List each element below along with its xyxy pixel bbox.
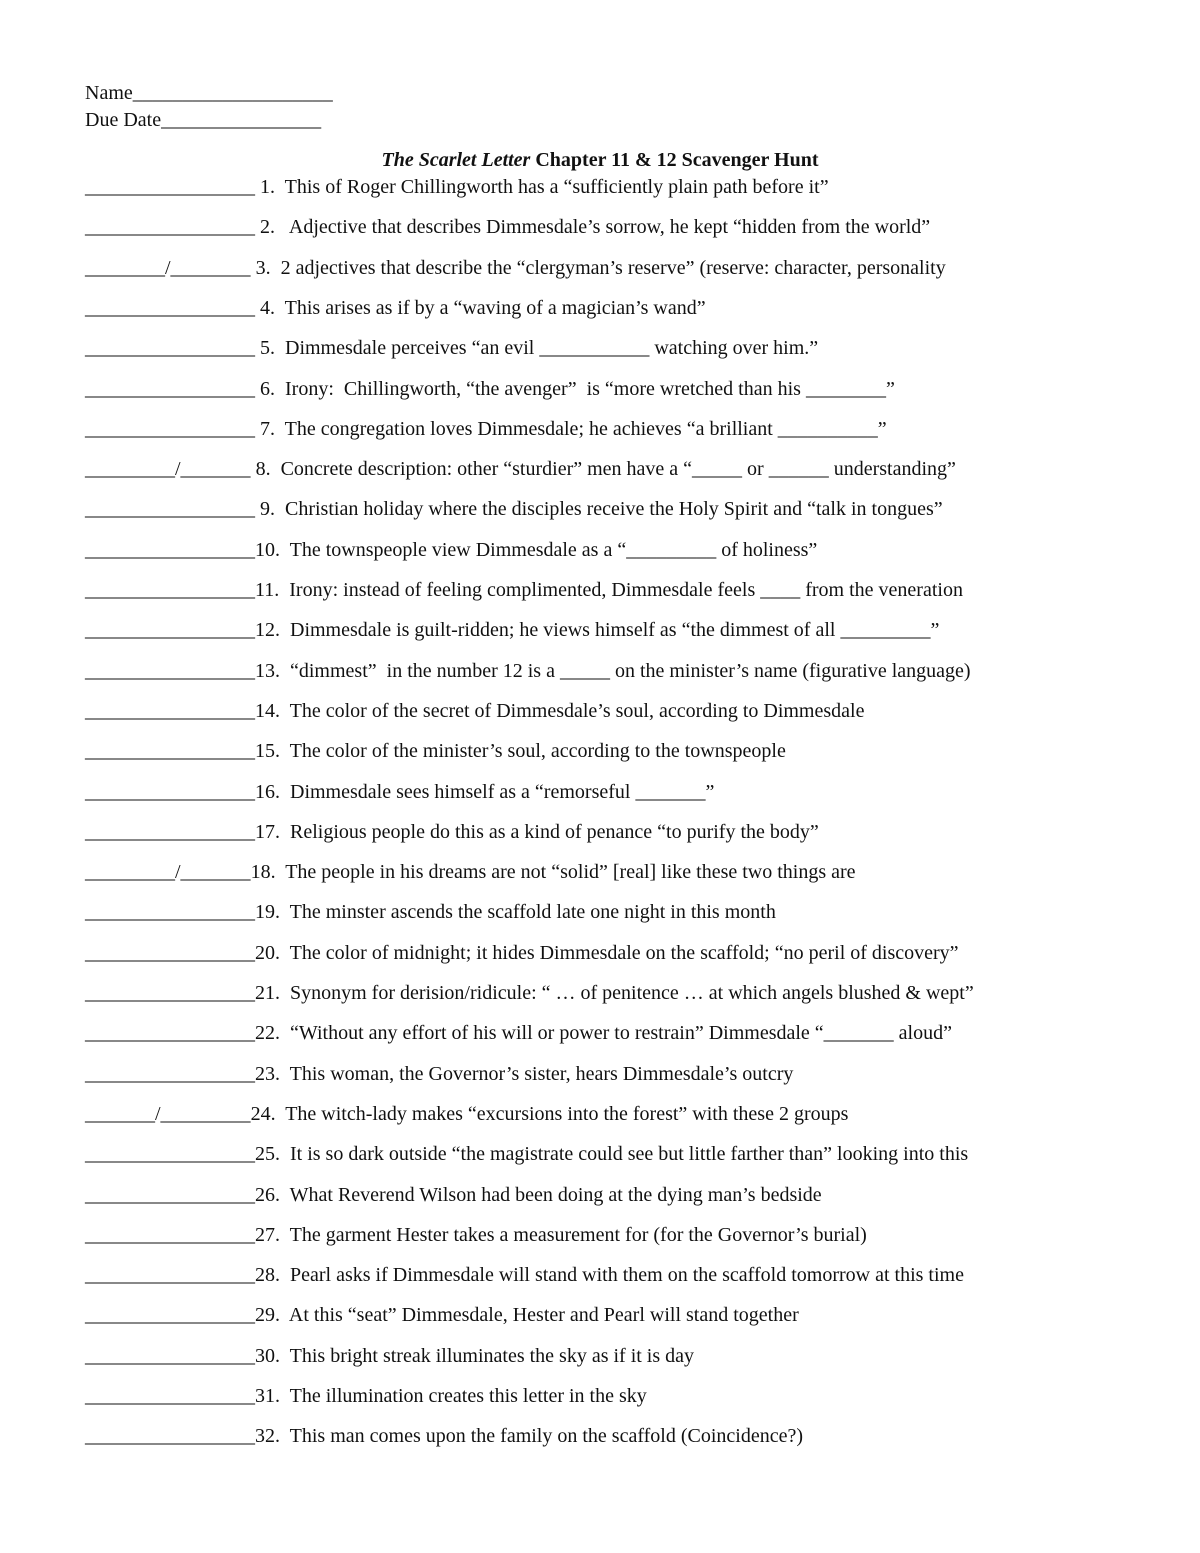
question-number: 32. (255, 1425, 280, 1448)
title-book-name: The Scarlet Letter (381, 149, 531, 171)
question-number: 21. (255, 982, 280, 1004)
page-title (85, 146, 965, 174)
question-number: 30. (255, 1344, 280, 1367)
question-number: 14. (255, 699, 280, 722)
answer-blank[interactable]: _________________ (85, 538, 255, 561)
question-text: Religious people do this as a kind of penance “to purify the body” (280, 820, 819, 843)
question-number: 28. (255, 1264, 280, 1287)
question-number: 2. (260, 216, 275, 239)
question-row (85, 938, 959, 968)
question-text: The garment Hester takes a measurement for (for the Governor’s burial) (280, 1223, 867, 1246)
question-row (85, 575, 963, 605)
question-number: 3. (255, 256, 271, 279)
answer-blank[interactable]: _________________ (85, 1264, 255, 1287)
question-text: The people in his dreams are not “solid” [real] like these two things are (275, 861, 856, 884)
question-text: The townspeople view Dimmesdale as a “_________ of holiness” (280, 538, 818, 561)
question-text: The color of the secret of Dimmesdale’s soul, according to Dimmesdale (280, 699, 865, 722)
question-number: 16. (255, 780, 280, 803)
question-row (85, 212, 930, 242)
question-text: What Reverend Wilson had been doing at the dying man’s bedside (280, 1183, 822, 1206)
question-number: 27. (255, 1223, 280, 1246)
question-text: Dimmesdale perceives “an evil ___________ watching over him.” (275, 337, 819, 360)
question-number: 1. (260, 176, 275, 198)
answer-blank[interactable]: _________/_______ (85, 861, 251, 884)
question-text: This arises as if by a “waving of a magician’s wand” (275, 296, 706, 319)
question-row (85, 253, 946, 283)
question-text: Dimmesdale is guilt-ridden; he views himself as “the dimmest of all _________” (280, 619, 940, 642)
answer-blank[interactable]: _________________ (85, 1385, 255, 1407)
worksheet-page (85, 80, 1125, 174)
answer-blank[interactable]: ________/________ (85, 256, 256, 279)
answer-blank[interactable]: _________________ (85, 699, 255, 722)
question-row (85, 293, 706, 323)
question-row (85, 1220, 867, 1250)
question-text: Irony: instead of feeling complimented, Dimmesdale feels ____ from the veneration (279, 579, 963, 601)
question-text: Christian holiday where the disciples receive the Holy Spirit and “talk in tongues” (275, 498, 943, 521)
question-text: The color of the minister’s soul, according to the townspeople (280, 740, 786, 763)
question-number: 5. (260, 337, 275, 360)
question-row (85, 696, 864, 726)
question-number: 26. (255, 1183, 280, 1206)
answer-blank[interactable]: _________/_______ (85, 458, 256, 481)
question-row (85, 978, 974, 1008)
question-text: The minster ascends the scaffold late one night in this month (280, 901, 776, 924)
answer-blank[interactable]: _________________ (85, 1143, 255, 1166)
question-row (85, 172, 829, 202)
question-number: 9. (260, 498, 275, 521)
question-number: 18. (250, 861, 276, 884)
question-text: It is so dark outside “the magistrate could see but little farther than” looking into this (280, 1143, 969, 1166)
answer-blank[interactable]: _________________ (85, 780, 255, 803)
answer-blank[interactable]: _________________ (85, 296, 260, 319)
question-number: 4. (260, 296, 275, 319)
question-number: 10. (255, 538, 280, 561)
question-text: This of Roger Chillingworth has a “sufficiently plain path before it” (275, 176, 829, 198)
answer-blank[interactable]: _________________ (85, 1344, 255, 1367)
answer-blank[interactable]: _________________ (85, 1022, 255, 1045)
question-row (85, 1381, 647, 1411)
answer-blank[interactable]: _________________ (85, 417, 260, 440)
answer-blank[interactable]: _________________ (85, 982, 255, 1004)
question-text: Synonym for derision/ridicule: “ … of penitence … at which angels blushed & wept” (280, 982, 974, 1004)
answer-blank[interactable]: _________________ (85, 1425, 255, 1448)
question-number: 6. (260, 377, 275, 400)
question-row (85, 1059, 793, 1089)
answer-blank[interactable]: _________________ (85, 176, 260, 198)
question-text: The congregation loves Dimmesdale; he achieves “a brilliant __________” (275, 417, 887, 440)
question-text: “Without any effort of his will or power to restrain” Dimmesdale “_______ aloud” (280, 1022, 952, 1045)
question-number: 29. (255, 1304, 280, 1327)
answer-blank[interactable]: _________________ (85, 579, 255, 601)
question-number: 11. (255, 579, 280, 601)
question-text: This man comes upon the family on the scaffold (Coincidence?) (280, 1425, 804, 1448)
answer-blank[interactable]: _________________ (85, 740, 255, 763)
question-row (85, 1260, 964, 1290)
answer-blank[interactable]: _________________ (85, 659, 255, 682)
question-row (85, 1180, 822, 1210)
question-text: At this “seat” Dimmesdale, Hester and Pearl will stand together (280, 1304, 799, 1327)
question-number: 13. (255, 659, 280, 682)
answer-blank[interactable]: _________________ (85, 820, 255, 843)
question-row (85, 374, 895, 404)
question-number: 25. (255, 1143, 280, 1166)
question-number: 31. (255, 1385, 280, 1407)
answer-blank[interactable]: _________________ (85, 498, 260, 521)
question-text: Adjective that describes Dimmesdale’s sorrow, he kept “hidden from the world” (275, 216, 931, 239)
question-text: The witch-lady makes “excursions into the forest” with these 2 groups (275, 1102, 849, 1125)
question-number: 8. (255, 458, 271, 481)
answer-blank[interactable]: _________________ (85, 1304, 255, 1327)
question-row (85, 454, 956, 484)
question-text: This woman, the Governor’s sister, hears Dimmesdale’s outcry (280, 1062, 794, 1085)
answer-blank[interactable]: _________________ (85, 1183, 255, 1206)
question-row (85, 1300, 799, 1330)
question-text: The color of midnight; it hides Dimmesdale on the scaffold; “no peril of discovery” (280, 941, 959, 964)
question-row (85, 656, 971, 686)
question-number: 15. (255, 740, 280, 763)
title-rest: Chapter 11 & 12 Scavenger Hunt (530, 149, 819, 171)
question-text: Pearl asks if Dimmesdale will stand with them on the scaffold tomorrow at this time (280, 1264, 964, 1287)
question-row (85, 494, 943, 524)
answer-blank[interactable]: _________________ (85, 619, 255, 642)
question-row (85, 414, 887, 444)
question-number: 19. (255, 901, 280, 924)
question-row (85, 1421, 803, 1451)
answer-blank[interactable]: _________________ (85, 1062, 255, 1085)
question-number: 20. (255, 941, 280, 964)
question-text: The illumination creates this letter in the sky (280, 1385, 647, 1407)
question-text: 2 adjectives that describe the “clergyman’s reserve” (reserve: character, personality (270, 256, 946, 279)
question-row (85, 535, 817, 565)
question-number: 24. (250, 1102, 276, 1125)
question-row (85, 1341, 694, 1371)
question-row (85, 897, 776, 927)
answer-blank[interactable]: _______/_________ (85, 1102, 251, 1125)
question-row (85, 817, 819, 847)
question-row (85, 736, 786, 766)
answer-blank[interactable]: _________________ (85, 941, 255, 964)
question-row (85, 857, 856, 887)
question-number: 12. (255, 619, 280, 642)
question-row (85, 1139, 968, 1169)
question-number: 17. (255, 820, 280, 843)
name-field[interactable]: Name____________________ (85, 82, 333, 104)
question-text: Concrete description: other “sturdier” men have a “_____ or ______ understanding” (270, 458, 956, 481)
answer-blank[interactable]: _________________ (85, 901, 255, 924)
question-text: This bright streak illuminates the sky as if it is day (280, 1344, 695, 1367)
question-row (85, 1099, 848, 1129)
question-number: 23. (255, 1062, 280, 1085)
question-row (85, 615, 939, 645)
question-row (85, 1018, 952, 1048)
question-number: 22. (255, 1022, 280, 1045)
answer-blank[interactable]: _________________ (85, 216, 260, 239)
answer-blank[interactable]: _________________ (85, 1223, 255, 1246)
question-text: Dimmesdale sees himself as a “remorseful _______” (280, 780, 715, 803)
answer-blank[interactable]: _________________ (85, 377, 260, 400)
question-row (85, 777, 714, 807)
question-number: 7. (260, 417, 275, 440)
question-row (85, 333, 818, 363)
answer-blank[interactable]: _________________ (85, 337, 260, 360)
question-text: Irony: Chillingworth, “the avenger” is “more wretched than his ________” (275, 377, 895, 400)
due-date-field[interactable]: Due Date________________ (85, 109, 322, 131)
question-text: “dimmest” in the number 12 is a _____ on the minister’s name (figurative language) (280, 659, 971, 682)
